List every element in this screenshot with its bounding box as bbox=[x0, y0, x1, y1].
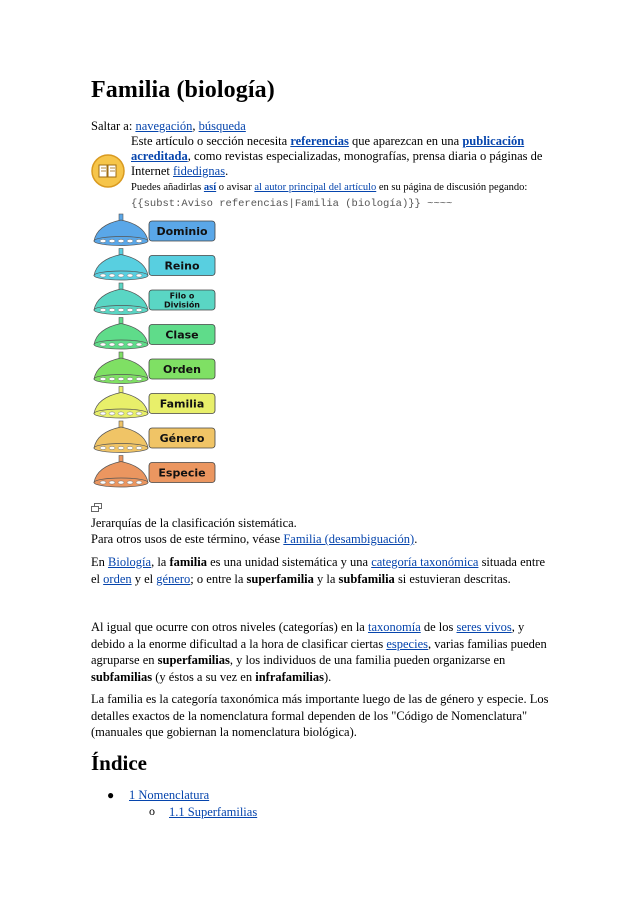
rank-hole bbox=[109, 446, 115, 449]
page-title: Familia (biología) bbox=[91, 77, 275, 103]
paragraph-importance: La familia es la categoría taxonómica más importante luego de las de género y especie. Los detalles exactos de la nomenclatura formal dependen de los "Código de Nomenclatura" (manuales que gobiernan la nomenclatura biológica). bbox=[91, 692, 549, 739]
fidedignas-link[interactable]: fidedignas bbox=[173, 164, 226, 178]
rank-hole bbox=[109, 239, 115, 242]
rank-hole bbox=[136, 308, 142, 311]
rank-2 bbox=[94, 249, 215, 281]
rank-hole bbox=[136, 481, 142, 484]
rank-hole bbox=[127, 446, 133, 449]
book-icon bbox=[91, 154, 125, 188]
asi-link[interactable]: así bbox=[203, 182, 217, 193]
rank-label: Especie bbox=[158, 466, 206, 480]
referencias-link[interactable]: referencias bbox=[290, 134, 349, 148]
rank-hole bbox=[109, 343, 115, 346]
rank-hole bbox=[109, 481, 115, 484]
rank-4 bbox=[94, 318, 215, 350]
paragraph-subdivisions: Al igual que ocurre con otros niveles (categorías) en la taxonomía de los seres vivos, y debido a la enorme dificultad a la hora de clasificar ciertas especies, varias familias pueden agruparse en superfamilias, y los individuos de una familia pueden organizarse en subfamilias (y éstos a su vez en infrafamilias). bbox=[91, 620, 547, 684]
rank-label: Dominio bbox=[156, 225, 208, 238]
rank-hole bbox=[118, 412, 124, 415]
rank-1 bbox=[94, 214, 215, 246]
rank-hole bbox=[136, 377, 142, 380]
rank-hole bbox=[127, 239, 133, 242]
rank-label: Reino bbox=[164, 259, 200, 273]
publicacion-acreditada-link[interactable]: publicación acreditada bbox=[131, 134, 525, 163]
disambiguation-link[interactable]: Familia (desambiguación) bbox=[283, 532, 415, 546]
toc-item[interactable] bbox=[91, 804, 257, 821]
circle-bullet-icon: o bbox=[149, 804, 155, 818]
rank-label: Orden bbox=[163, 363, 201, 376]
rank-hole bbox=[127, 343, 133, 346]
rank-hole bbox=[118, 239, 124, 242]
template-code: {{subst:Aviso referencias|Familia (biología)}} ~~~~ bbox=[131, 198, 453, 210]
references-notice bbox=[91, 134, 551, 214]
rank-hole bbox=[100, 239, 106, 242]
categoria-taxonomica-link[interactable]: categoría taxonómica bbox=[371, 555, 479, 569]
toc-link-superfamilias[interactable]: 1.1 Superfamilias bbox=[169, 805, 258, 819]
seres-vivos-link[interactable]: seres vivos bbox=[456, 620, 512, 634]
rank-hole bbox=[109, 274, 115, 277]
toc-item[interactable] bbox=[91, 787, 257, 804]
rank-hole bbox=[136, 343, 142, 346]
jump-links: Saltar a: navegación, búsqueda bbox=[91, 119, 246, 133]
enlarge-icon[interactable] bbox=[91, 503, 103, 512]
figure-caption: Jerarquías de la clasificación sistemática. bbox=[91, 516, 297, 530]
rank-hole bbox=[100, 308, 106, 311]
rank-hole bbox=[100, 274, 106, 277]
rank-hole bbox=[136, 239, 142, 242]
toc-link-nomenclatura[interactable]: 1 Nomenclatura bbox=[129, 788, 210, 802]
rank-7 bbox=[94, 421, 215, 453]
autor-principal-link[interactable]: al autor principal del artículo bbox=[254, 182, 377, 193]
rank-hole bbox=[127, 412, 133, 415]
rank-hole bbox=[100, 481, 106, 484]
jump-search-link[interactable]: búsqueda bbox=[198, 119, 246, 133]
rank-hole bbox=[127, 274, 133, 277]
rank-label: Familia bbox=[159, 397, 205, 411]
taxonomy-hierarchy-figure[interactable] bbox=[91, 213, 217, 500]
rank-hole bbox=[136, 412, 142, 415]
biologia-link[interactable]: Biología bbox=[108, 555, 152, 569]
rank-3 bbox=[94, 283, 215, 315]
rank-6 bbox=[94, 387, 215, 419]
rank-hole bbox=[109, 412, 115, 415]
rank-hole bbox=[118, 446, 124, 449]
bullet-icon: ● bbox=[107, 788, 115, 802]
especies-link[interactable]: especies bbox=[386, 636, 428, 651]
rank-5 bbox=[94, 352, 215, 384]
rank-hole bbox=[118, 343, 124, 346]
jump-nav-link[interactable]: navegación bbox=[135, 119, 193, 133]
taxonomia-link[interactable]: taxonomía bbox=[367, 620, 421, 634]
rank-hole bbox=[136, 274, 142, 277]
orden-link[interactable]: orden bbox=[103, 571, 132, 586]
rank-hole bbox=[109, 377, 115, 380]
rank-hole bbox=[100, 446, 106, 449]
table-of-contents bbox=[91, 787, 257, 821]
paragraph-definition: En Biología, la familia es una unidad sistemática y una categoría taxonómica situada entre el orden y el género; o entre la superfamilia y la subfamilia si estuvieran descritas. bbox=[91, 555, 546, 586]
rank-label-line2: División bbox=[163, 300, 201, 310]
rank-hole bbox=[127, 377, 133, 380]
rank-hole bbox=[118, 308, 124, 311]
other-uses-note: Para otros usos de este término, véase Familia (desambiguación). bbox=[91, 532, 418, 546]
toc-heading: Índice bbox=[91, 751, 148, 775]
rank-hole bbox=[109, 308, 115, 311]
rank-hole bbox=[100, 412, 106, 415]
rank-8 bbox=[94, 456, 215, 488]
rank-hole bbox=[100, 377, 106, 380]
genero-link[interactable]: género bbox=[156, 571, 191, 586]
notice-instructions: Puedes añadirlas así o avisar al autor principal del artículo en su página de discusión pegando: {{subst:Aviso referencias|Familia (biología)}} ~~~~ bbox=[131, 182, 528, 210]
rank-hole bbox=[100, 343, 106, 346]
rank-hole bbox=[136, 446, 142, 449]
figure-caption-block bbox=[91, 515, 417, 547]
rank-hole bbox=[127, 308, 133, 311]
rank-hole bbox=[118, 377, 124, 380]
rank-hole bbox=[118, 481, 124, 484]
rank-hole bbox=[127, 481, 133, 484]
rank-hole bbox=[118, 274, 124, 277]
rank-label: Género bbox=[159, 432, 205, 445]
rank-label: Clase bbox=[165, 328, 199, 342]
rank-label: Filo o bbox=[169, 291, 195, 301]
notice-text: Este artículo o sección necesita referencias que aparezcan en una publicación acreditada, como revistas especializadas, monografías, prensa diaria o páginas de Internet fidedignas. Puedes añadirlas así o avisar al autor principal del artículo en su página de discusión pegando: {{subst:Aviso referencias|Familia (biología)}} ~~~~ bbox=[131, 134, 546, 212]
